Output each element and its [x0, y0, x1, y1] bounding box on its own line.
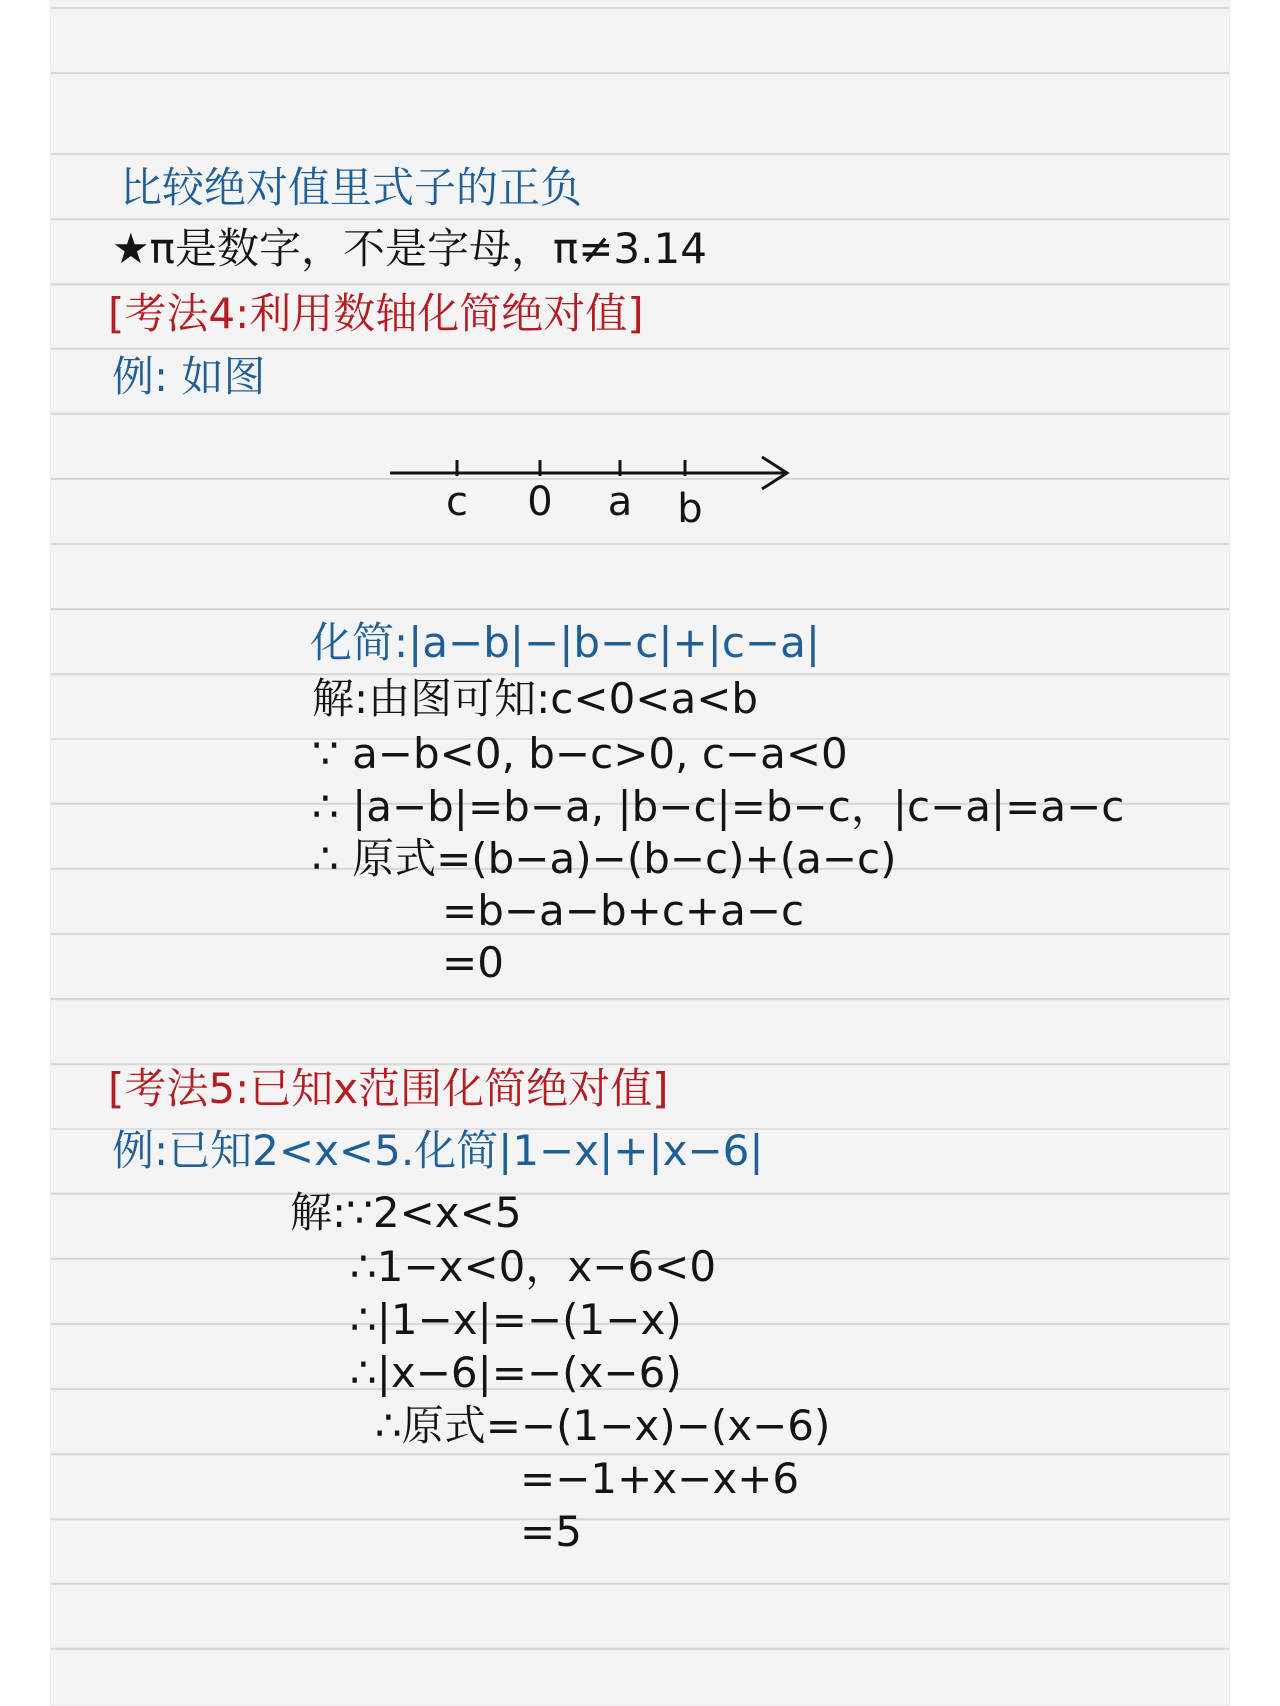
m5-step-7: =5 — [520, 1507, 582, 1556]
m4-step-4: ∴ 原式=(b−a)−(b−c)+(a−c) — [312, 834, 897, 883]
m5-step-4: ∴|x−6|=−(x−6) — [350, 1348, 682, 1397]
m5-step-1: 解:∵2<x<5 — [290, 1188, 522, 1237]
m5-step-5: ∴原式=−(1−x)−(x−6) — [375, 1401, 831, 1450]
m5-step-6: =−1+x−x+6 — [520, 1454, 800, 1503]
label-b: b — [677, 486, 703, 532]
m4-step-5: =b−a−b+c+a−c — [442, 886, 805, 935]
m5-step-2: ∴1−x<0，x−6<0 — [350, 1242, 717, 1291]
m4-step-3: ∴ |a−b|=b−a, |b−c|=b−c，|c−a|=a−c — [312, 782, 1125, 831]
notebook-page — [50, 0, 1230, 1706]
section-title: 比较绝对值里式子的正负 — [120, 163, 583, 212]
number-line — [50, 0, 1230, 560]
m4-step-6: =0 — [442, 938, 504, 987]
method4-problem: 化简:|a−b|−|b−c|+|c−a| — [310, 618, 820, 667]
label-c: c — [446, 479, 468, 525]
m5-step-3: ∴|1−x|=−(1−x) — [350, 1295, 682, 1344]
method4-heading: [考法4:利用数轴化简绝对值] — [108, 289, 644, 338]
method5-heading: [考法5:已知x范围化简绝对值] — [108, 1064, 669, 1113]
method5-example: 例:已知2<x<5.化简|1−x|+|x−6| — [112, 1126, 764, 1175]
label-a: a — [607, 479, 633, 525]
pi-note: ★π是数字，不是字母，π≠3.14 — [112, 224, 707, 273]
method4-example-label: 例: 如图 — [112, 352, 266, 401]
m4-step-1: 解:由图可知:c<0<a<b — [312, 674, 759, 723]
label-0: 0 — [527, 479, 553, 525]
m4-step-2: ∵ a−b<0, b−c>0, c−a<0 — [312, 729, 848, 778]
